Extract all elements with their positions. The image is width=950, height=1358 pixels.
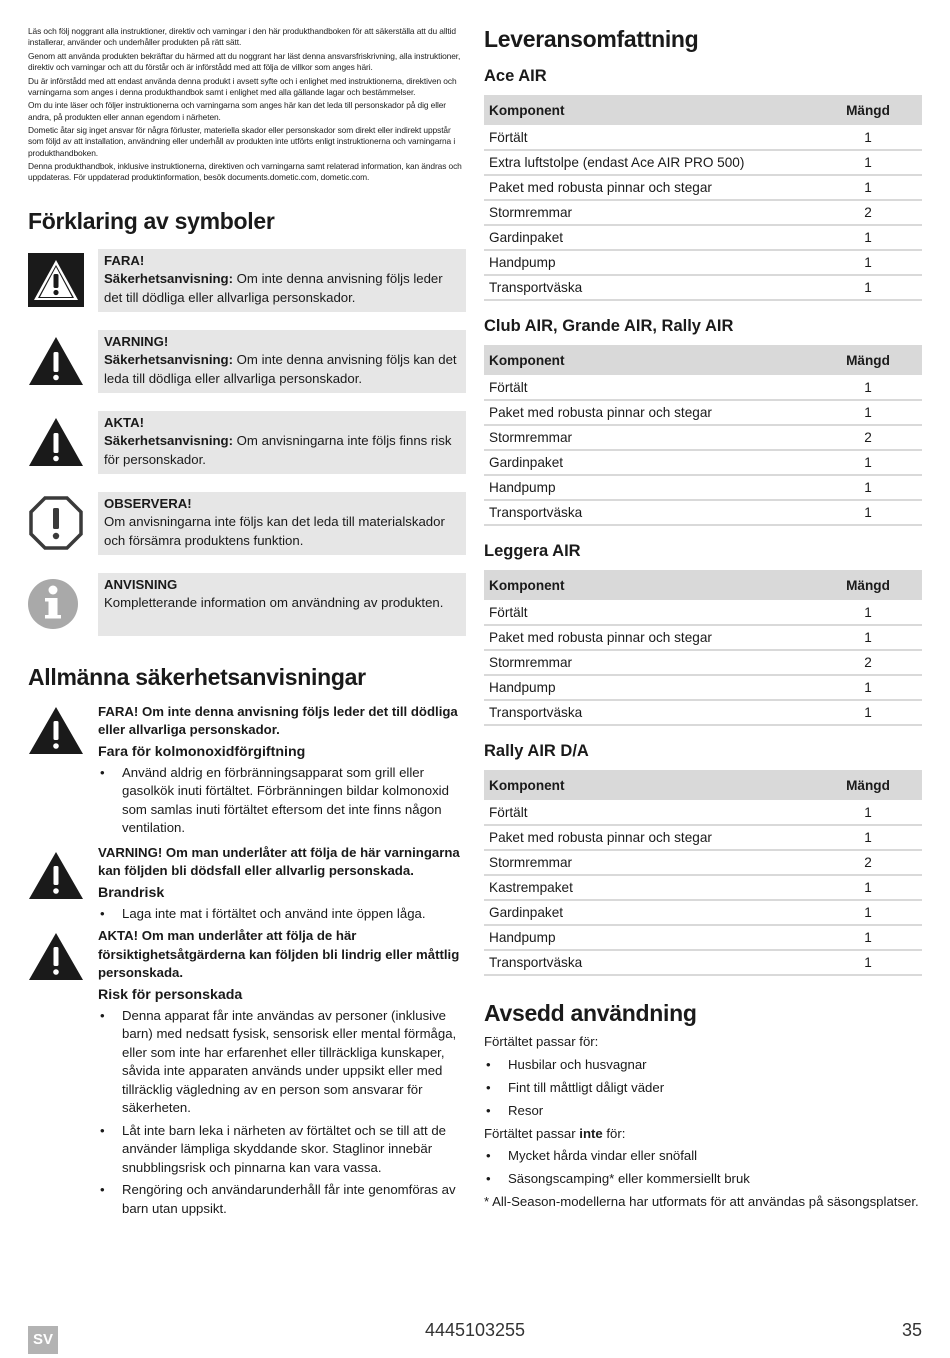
symbol-info-text bbox=[98, 573, 466, 636]
quantity-cell: 1 bbox=[814, 600, 922, 625]
component-cell: Paket med robusta pinnar och stegar bbox=[484, 625, 814, 650]
table-row bbox=[484, 925, 922, 950]
suited-list bbox=[484, 1056, 922, 1121]
symbol-title: OBSERVERA! bbox=[104, 495, 192, 511]
footnote: * All-Season-modellerna har utformats för att användas på säsongsplatser. bbox=[484, 1194, 919, 1209]
component-table bbox=[484, 345, 922, 526]
page-number: 35 bbox=[901, 1320, 922, 1340]
safety-block-danger bbox=[28, 703, 466, 838]
symbol-title: VARNING! bbox=[104, 333, 169, 349]
component-cell: Stormremmar bbox=[484, 650, 814, 675]
component-cell: Handpump bbox=[484, 250, 814, 275]
list-item: • Laga inte mat i förtältet och använd inte öppen låga. bbox=[98, 905, 466, 924]
safety-subheading: Risk för personskada bbox=[98, 986, 243, 1003]
quantity-cell: 2 bbox=[814, 425, 922, 450]
table-row bbox=[484, 650, 922, 675]
scope-group-title: Ace AIR bbox=[484, 67, 547, 85]
table-row bbox=[484, 375, 922, 400]
column-header: Mängd bbox=[814, 570, 922, 600]
quantity-cell: 1 bbox=[814, 275, 922, 300]
safety-bullet-list bbox=[98, 905, 466, 924]
quantity-cell: 1 bbox=[814, 800, 922, 825]
list-item: • Rengöring och användarunderhåll får inte genomföras av barn utan uppsikt. bbox=[98, 1181, 466, 1218]
component-cell: Förtält bbox=[484, 800, 814, 825]
not-suited-list bbox=[484, 1147, 922, 1189]
warning-icon bbox=[28, 850, 84, 900]
scope-group-title: Rally AIR D/A bbox=[484, 742, 589, 760]
table-row bbox=[484, 825, 922, 850]
table-row bbox=[484, 200, 922, 225]
language-badge: SV bbox=[28, 1326, 58, 1354]
danger-warning-icon bbox=[28, 253, 84, 307]
list-item: • Resor bbox=[484, 1102, 922, 1121]
table-row bbox=[484, 625, 922, 650]
quantity-cell: 1 bbox=[814, 675, 922, 700]
quantity-cell: 1 bbox=[814, 175, 922, 200]
column-header: Komponent bbox=[484, 570, 814, 600]
table-row bbox=[484, 475, 922, 500]
safety-block-warning bbox=[28, 844, 466, 924]
component-cell: Transportväska bbox=[484, 950, 814, 975]
not-suited-label bbox=[484, 1125, 922, 1144]
symbol-description: Om anvisningarna inte följs kan det leda till materialskador och försämra produktens funktion. bbox=[104, 514, 445, 548]
safety-warning-text: AKTA! Om man underlåter att följa de här försiktighetsåtgärderna kan följden bli lindrig eller måttlig personskada. bbox=[98, 928, 460, 981]
symbol-warning bbox=[28, 330, 466, 393]
table-row bbox=[484, 175, 922, 200]
safety-warning-text: VARNING! Om man underlåter att följa de här varningarna kan följden bli dödsfall eller allvarlig personskada. bbox=[98, 844, 460, 879]
safety-block-caution bbox=[28, 927, 466, 1218]
symbol-notice bbox=[28, 492, 466, 555]
table-row bbox=[484, 400, 922, 425]
component-cell: Transportväska bbox=[484, 500, 814, 525]
symbol-description: Om inte denna anvisning följs leder det till dödliga eller allvarliga personskador. bbox=[104, 271, 443, 305]
component-cell: Paket med robusta pinnar och stegar bbox=[484, 175, 814, 200]
symbol-title: FARA! bbox=[104, 252, 145, 268]
safety-bullet-list bbox=[98, 1007, 466, 1219]
quantity-cell: 1 bbox=[814, 400, 922, 425]
intended-use-heading: Avsedd användning bbox=[484, 1000, 697, 1026]
symbol-bold-label: Säkerhetsanvisning: bbox=[104, 433, 233, 449]
symbol-bold-label: Säkerhetsanvisning: bbox=[104, 352, 233, 368]
list-item: • Denna apparat får inte användas av personer (inklusive barn) med nedsatt fysisk, sensorisk eller mental förmåga, eller som inte har erfarenhet eller tillräckliga kunskaper, såvida inte apparaten används under uppsikt eller med tillräcklig vägledning av en person som ansvarar för säkerheten. bbox=[98, 1007, 466, 1118]
quantity-cell: 1 bbox=[814, 875, 922, 900]
not-suited-prefix: Förtältet passar bbox=[484, 1125, 580, 1141]
component-cell: Stormremmar bbox=[484, 200, 814, 225]
scope-heading: Leveransomfattning bbox=[484, 26, 699, 52]
table-row bbox=[484, 225, 922, 250]
scope-group-title: Club AIR, Grande AIR, Rally AIR bbox=[484, 317, 734, 335]
column-header: Komponent bbox=[484, 345, 814, 375]
intro-paragraph: Denna produkthandbok, inklusive instruktionerna, direktiven och varningarna samt relaterad information, kan ändras och uppdateras. För uppdaterad produktinformation, besök documents.dometic.com, dometic.com. bbox=[28, 161, 462, 183]
safety-subheading: Fara för kolmonoxidförgiftning bbox=[98, 743, 306, 760]
table-row bbox=[484, 675, 922, 700]
component-table bbox=[484, 570, 922, 726]
quantity-cell: 1 bbox=[814, 125, 922, 150]
not-suited-suffix: för: bbox=[602, 1125, 626, 1141]
document-number: 4445103255 bbox=[424, 1320, 526, 1340]
table-row bbox=[484, 850, 922, 875]
quantity-cell: 1 bbox=[814, 150, 922, 175]
intro-disclaimer bbox=[28, 26, 466, 184]
component-cell: Extra luftstolpe (endast Ace AIR PRO 500) bbox=[484, 150, 814, 175]
intro-paragraph: Du är införstådd med att endast använda denna produkt i avsett syfte och i enlighet med instruktionerna, direktiven och varningarna som anges i denna produkthandbok samt i enlighet med alla gällande lagar och bestämmelser. bbox=[28, 75, 457, 97]
caution-icon bbox=[28, 931, 84, 981]
scope-group-title: Leggera AIR bbox=[484, 542, 581, 560]
component-cell: Paket med robusta pinnar och stegar bbox=[484, 825, 814, 850]
component-cell: Kastrempaket bbox=[484, 875, 814, 900]
safety-heading: Allmänna säkerhetsanvisningar bbox=[28, 663, 366, 690]
quantity-cell: 1 bbox=[814, 375, 922, 400]
caution-icon bbox=[28, 415, 84, 469]
component-cell: Stormremmar bbox=[484, 425, 814, 450]
component-cell: Handpump bbox=[484, 925, 814, 950]
table-row bbox=[484, 700, 922, 725]
component-table bbox=[484, 770, 922, 976]
quantity-cell: 1 bbox=[814, 950, 922, 975]
intended-use-section bbox=[484, 1000, 922, 1212]
danger-warning-icon bbox=[28, 705, 84, 755]
component-table bbox=[484, 95, 922, 301]
table-row bbox=[484, 450, 922, 475]
component-cell: Paket med robusta pinnar och stegar bbox=[484, 400, 814, 425]
list-item: • Husbilar och husvagnar bbox=[484, 1056, 922, 1075]
safety-subheading: Brandrisk bbox=[98, 884, 165, 901]
left-column bbox=[28, 26, 466, 1222]
component-cell: Transportväska bbox=[484, 275, 814, 300]
component-cell: Förtält bbox=[484, 600, 814, 625]
safety-warning-text: FARA! Om inte denna anvisning följs leder det till dödliga eller allvarliga personskador. bbox=[98, 703, 458, 738]
quantity-cell: 1 bbox=[814, 450, 922, 475]
not-suited-emphasis: inte bbox=[579, 1125, 603, 1141]
table-row bbox=[484, 950, 922, 975]
component-cell: Förtält bbox=[484, 125, 814, 150]
table-row bbox=[484, 150, 922, 175]
symbol-description: Om anvisningarna inte följs finns risk för personskador. bbox=[104, 433, 452, 467]
column-header: Mängd bbox=[814, 345, 922, 375]
quantity-cell: 1 bbox=[814, 500, 922, 525]
symbol-description: Kompletterande information om användning av produkten. bbox=[104, 595, 444, 611]
quantity-cell: 2 bbox=[814, 200, 922, 225]
notice-octagon-icon bbox=[28, 496, 84, 550]
table-row bbox=[484, 500, 922, 525]
symbol-description: Om inte denna anvisning följs kan det leda till dödliga eller allvarliga personskador. bbox=[104, 352, 457, 386]
table-row bbox=[484, 800, 922, 825]
component-cell: Stormremmar bbox=[484, 850, 814, 875]
safety-bullet-list bbox=[98, 764, 466, 838]
symbols-heading: Förklaring av symboler bbox=[28, 207, 275, 234]
component-cell: Förtält bbox=[484, 375, 814, 400]
quantity-cell: 1 bbox=[814, 225, 922, 250]
quantity-cell: 2 bbox=[814, 850, 922, 875]
symbol-bold-label: Säkerhetsanvisning: bbox=[104, 271, 233, 287]
symbol-info bbox=[28, 573, 466, 636]
component-cell: Handpump bbox=[484, 475, 814, 500]
symbol-title: AKTA! bbox=[104, 414, 145, 430]
list-item: • Fint till måttligt dåligt väder bbox=[484, 1079, 922, 1098]
list-item: • Använd aldrig en förbränningsapparat som grill eller gasolkök inuti förtältet. Förbränningen bildar kolmonoxid som samlas inuti förtältet eftersom det inte finns någon ventilation. bbox=[98, 764, 466, 838]
component-cell: Gardinpaket bbox=[484, 225, 814, 250]
symbol-caution bbox=[28, 411, 466, 474]
warning-icon bbox=[28, 334, 84, 388]
intro-paragraph: Genom att använda produkten bekräftar du härmed att du noggrant har läst denna ansvarsfriskrivning, alla instruktioner, direktiv och varningar och att du förstår och är införstådd med att följa de villkor som anges häri. bbox=[28, 50, 461, 72]
quantity-cell: 1 bbox=[814, 900, 922, 925]
component-cell: Gardinpaket bbox=[484, 450, 814, 475]
symbol-danger-text bbox=[98, 249, 466, 312]
component-cell: Gardinpaket bbox=[484, 900, 814, 925]
table-row bbox=[484, 425, 922, 450]
component-cell: Transportväska bbox=[484, 700, 814, 725]
table-row bbox=[484, 875, 922, 900]
right-column bbox=[484, 26, 922, 1212]
symbol-notice-text bbox=[98, 492, 466, 555]
column-header: Komponent bbox=[484, 770, 814, 800]
table-row bbox=[484, 125, 922, 150]
suited-label: Förtältet passar för: bbox=[484, 1034, 599, 1049]
list-item: • Säsongscamping* eller kommersiellt bruk bbox=[484, 1170, 922, 1189]
quantity-cell: 1 bbox=[814, 925, 922, 950]
table-row bbox=[484, 250, 922, 275]
column-header: Mängd bbox=[814, 95, 922, 125]
quantity-cell: 1 bbox=[814, 825, 922, 850]
symbol-title: ANVISNING bbox=[104, 576, 178, 592]
column-header: Mängd bbox=[814, 770, 922, 800]
table-row bbox=[484, 600, 922, 625]
quantity-cell: 1 bbox=[814, 700, 922, 725]
info-icon bbox=[28, 577, 84, 631]
table-row bbox=[484, 275, 922, 300]
quantity-cell: 2 bbox=[814, 650, 922, 675]
quantity-cell: 1 bbox=[814, 250, 922, 275]
quantity-cell: 1 bbox=[814, 475, 922, 500]
quantity-cell: 1 bbox=[814, 625, 922, 650]
intro-paragraph: Om du inte läser och följer instruktionerna och varningarna som anges här kan det leda till personskador på dig eller andra, på produkten eller annan egendom i närheten. bbox=[28, 100, 446, 122]
column-header: Komponent bbox=[484, 95, 814, 125]
symbol-caution-text bbox=[98, 411, 466, 474]
component-cell: Handpump bbox=[484, 675, 814, 700]
list-item: • Låt inte barn leka i närheten av förtältet och se till att de använder lämpliga skyddande skor. Staglinor innebär snubblingsrisk och pinnarna kan vara vassa. bbox=[98, 1122, 466, 1178]
symbol-warning-text bbox=[98, 330, 466, 393]
symbol-danger bbox=[28, 249, 466, 312]
list-item: • Mycket hårda vindar eller snöfall bbox=[484, 1147, 922, 1166]
intro-paragraph: Läs och följ noggrant alla instruktioner, direktiv och varningar i den här produkthandboken för att säkerställa att du alltid installerar, använder och underhåller produkten på rätt sätt. bbox=[28, 26, 456, 48]
table-row bbox=[484, 900, 922, 925]
intro-paragraph: Dometic åtar sig inget ansvar för några förluster, materiella skador eller personskador som direkt eller indirekt uppstår som följd av att installation, användning eller underhåll av produkten inte utförts enligt instruktionerna och varningarna i produkthandboken. bbox=[28, 125, 456, 158]
